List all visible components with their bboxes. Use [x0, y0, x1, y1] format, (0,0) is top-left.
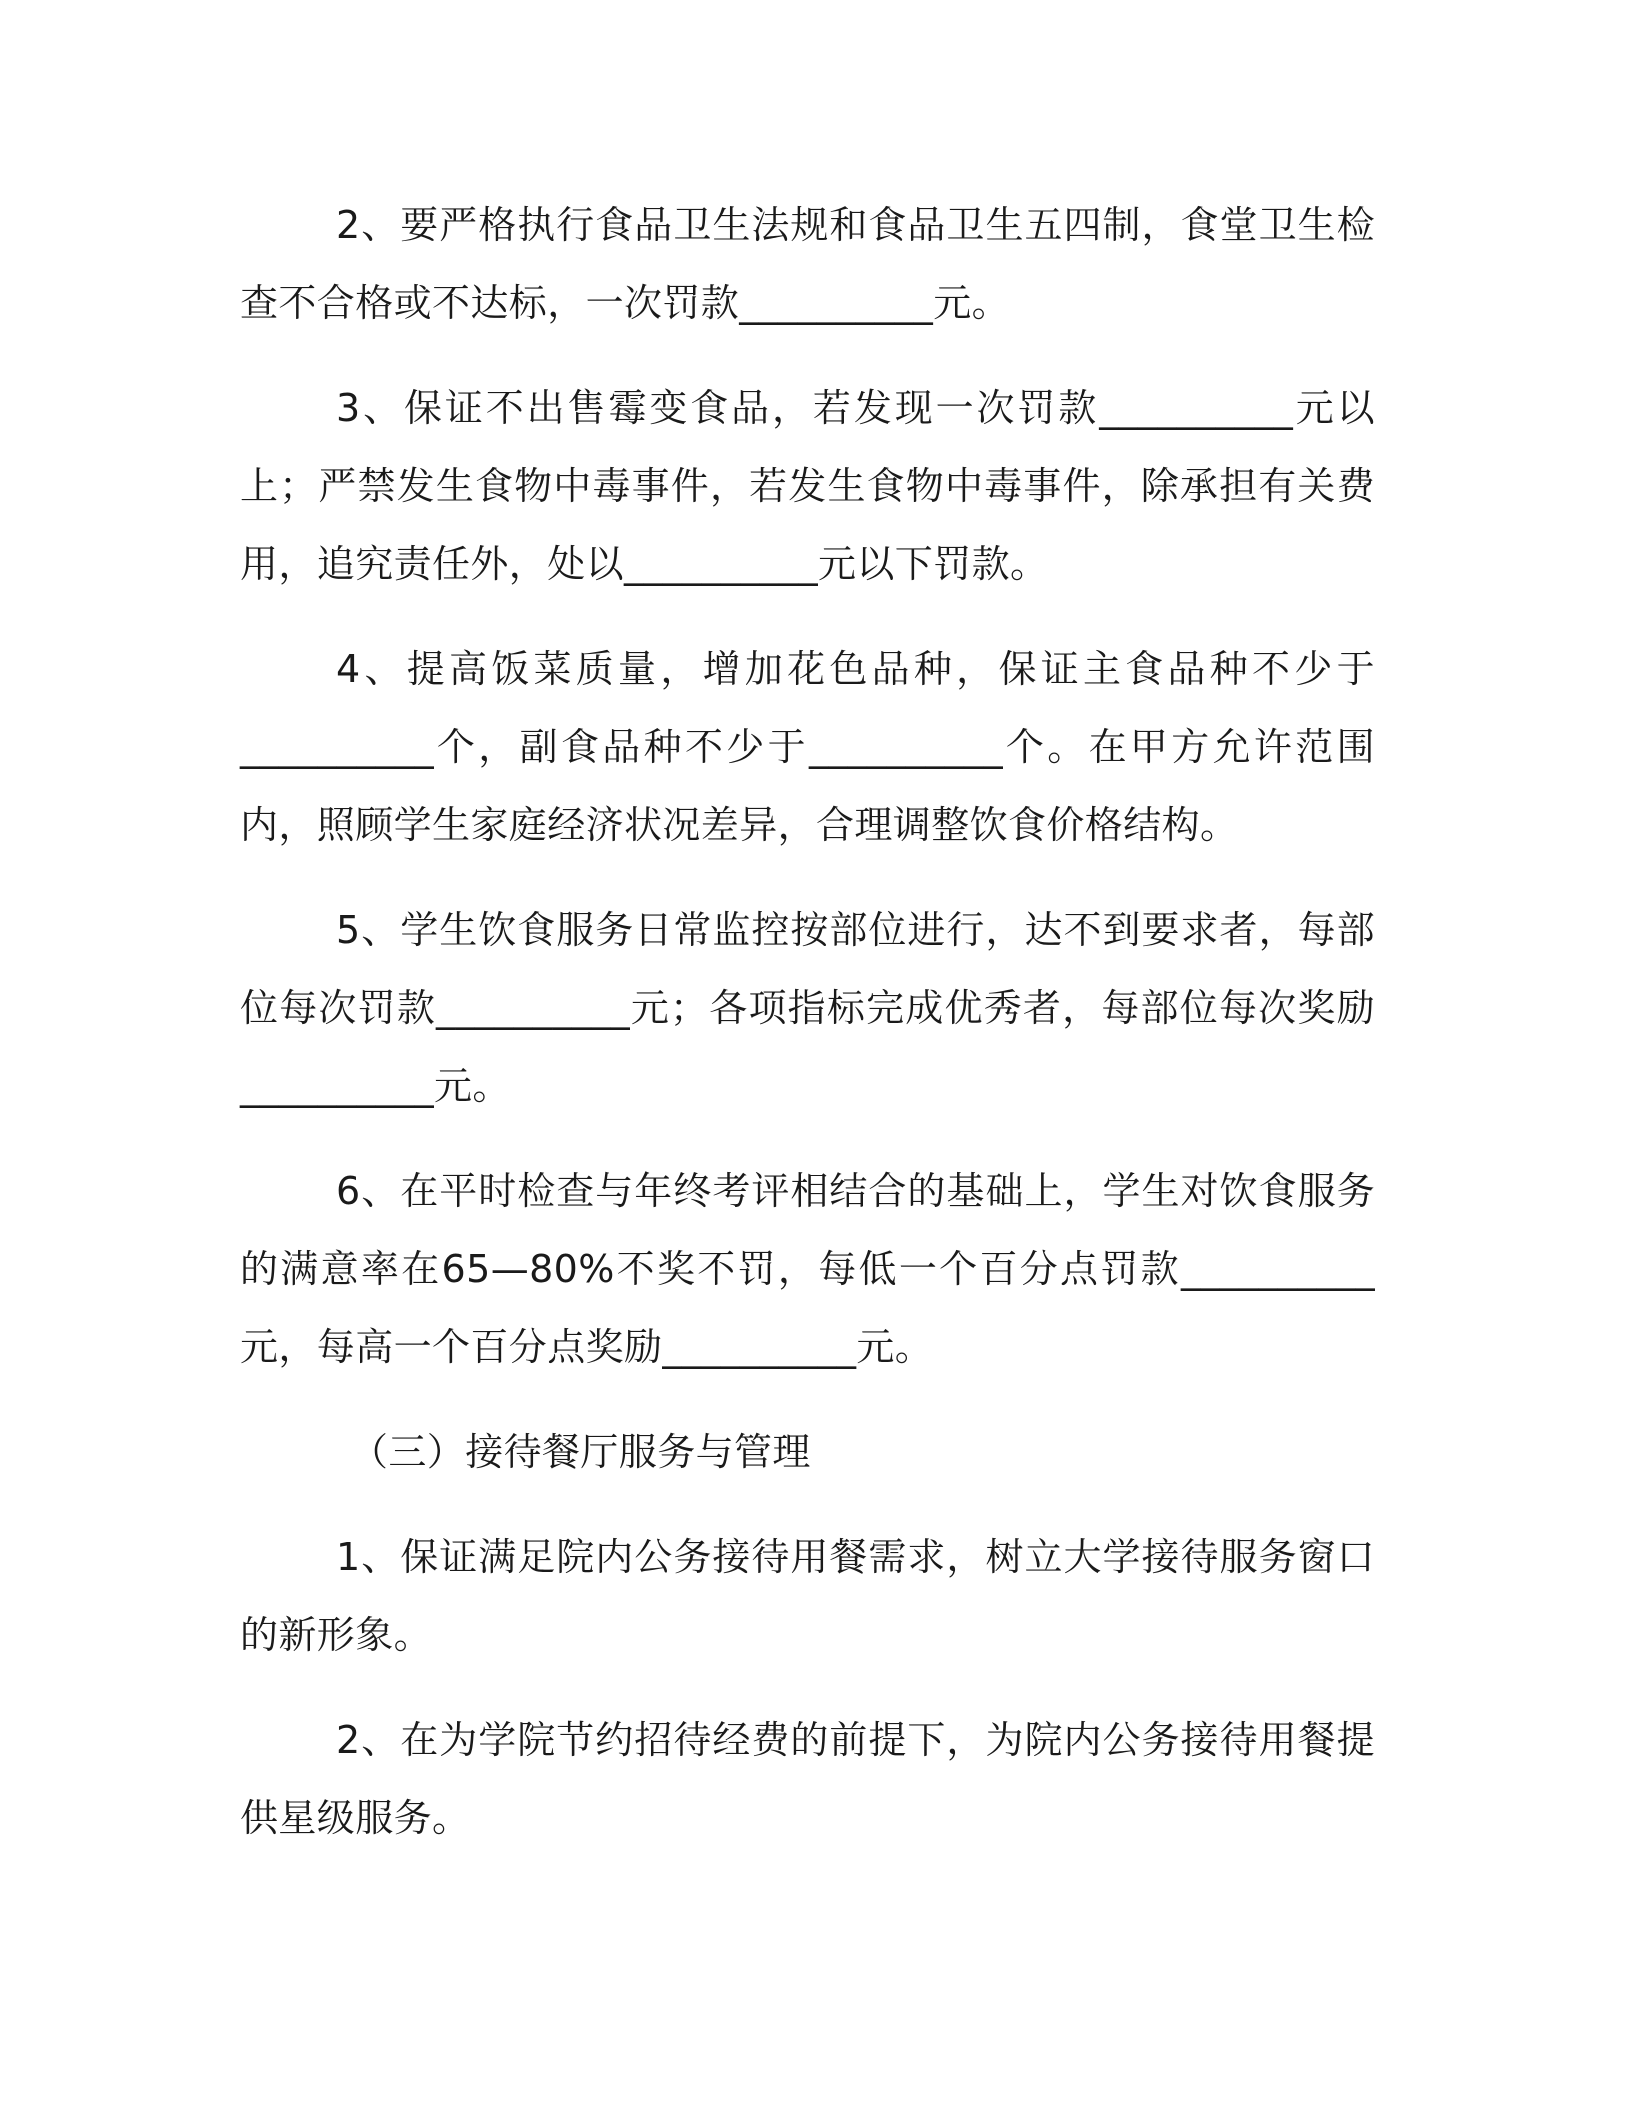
paragraph-moldy-food-penalty: 3、保证不出售霉变食品，若发现一次罚款__________元以上；严禁发生食物中毒事件，若发生食物中毒事件，除承担有关费用，追究责任外，处以__________元以下罚款。: [240, 386, 1375, 586]
paragraph-reception-demand: 1、保证满足院内公务接待用餐需求，树立大学接待服务窗口的新形象。: [240, 1535, 1375, 1657]
paragraph-satisfaction-rate: 6、在平时检查与年终考评相结合的基础上，学生对饮食服务的满意率在65—80%不奖不罚，每低一个百分点罚款__________元，每高一个百分点奖励__________元。: [240, 1169, 1375, 1369]
paragraph-star-service: 2、在为学院节约招待经费的前提下，为院内公务接待用餐提供星级服务。: [240, 1718, 1375, 1840]
paragraph-dish-variety: 4、提高饭菜质量，增加花色品种，保证主食品种不少于__________个，副食品种不少于__________个。在甲方允许范围内，照顾学生家庭经济状况差异，合理调整饮食价格结构。: [240, 647, 1375, 847]
document-body: [240, 186, 1375, 1884]
paragraph-food-hygiene-penalty: 2、要严格执行食品卫生法规和食品卫生五四制，食堂卫生检查不合格或不达标，一次罚款__________元。: [240, 203, 1375, 325]
paragraph-daily-monitoring: 5、学生饮食服务日常监控按部位进行，达不到要求者，每部位每次罚款__________元；各项指标完成优秀者，每部位每次奖励__________元。: [240, 908, 1375, 1108]
section-heading-reception-dining: （三）接待餐厅服务与管理: [350, 1430, 811, 1474]
